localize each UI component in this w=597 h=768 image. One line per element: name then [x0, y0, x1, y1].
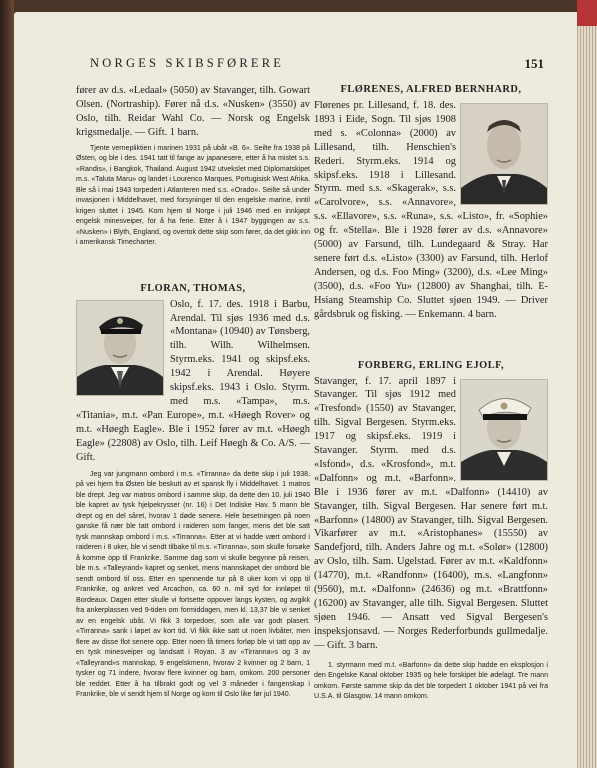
entry-text-floran: Oslo, f. 17. des. 1918 i Barbu, Arendal. Til sjøs 1936 med d.s. «Montana» (10940) av Tønsberg, tilh. Wilh. Wilhelmsen. Styrm.eks. 1941 og skipsf.eks. 1942 i Arendal. Høyere skipsf.eks. 1943 i Oslo. Styrm. med m.s. «Tampa», m.s. «Titania», m.t. «Pan Europe», m.t. «Høegh Rover» og m.t. «Høegh Eagle». Ble i 1952 fører av m.t. «Høegh Eagle» (22808) av Oslo, tilh. Leif Høegh & Co. A/S. — Gift. [76, 298, 310, 463]
left-column [76, 84, 310, 701]
entry-name-floran: FLORAN, THOMAS, [140, 282, 246, 294]
page-number: 151 [524, 56, 544, 71]
entry-text-florenes: Flørenes pr. Lillesand, f. 18. des. 1893 i Eide, Sogn. Til sjøs 1908 med s. «Colonna» (2000) av Lillesand, tilh. Henschien's Rederi. Styrm.eks. 1914 og skipsf.eks. 1918 i Lillesand. Styrm. med s.s. «Skagerak», s.s. «Carolvore», s.s. «Annavore», s.s. «Ellavore», s.s. «Runa», s.s. «Listo», fr. «Sophie» og fr. «Stella». Ble i 1928 fører av d.s. «Annavore» (5000) av Farsund, tilh. Lundegaard & Stray. Har senere ført d.s. «Listo» (3300) av Farsund, tilh. Herlof Andersen, og d.s. Foo Ming» (3200), d.s. «Lee Ming» (3500), d.s. «Foo Yu» (12800) av Shanghai, tilh. E-Hsiang Steamship Co. Sluttet sjøen 1949. — Driver gårdsbruk og fisking. — Enkemann. 4 barn. [314, 100, 548, 320]
header-title: NORGES SKIBSFØRERE [90, 56, 285, 70]
entry-text-forberg: Stavanger, f. 17. april 1897 i Stavanger. Til sjøs 1912 med «Tresfond» (1550) av Stavanger, tilh. Sigval Bergesen. Styrm.eks. 1917 og skipsf.eks. 1919 i Stavanger. Styrm. med d.s. «Isfond», d.s. «Krosfond», m.t. «Dalfonn» og m.t. «Barfonn». Ble i 1936 fører av m.t. «Dalfonn» (14410) av Stavanger, tilh. Sigval Bergesen. Har senere ført m.t. «Barfonn» (14800) av Stavanger, tilh. Sigval Bergesen. Vikarfører av m.t. «Aristophanes» (15550) av Sandefjord, tilh. Anders Jahre og m.t. «Solør» (12800) av Oslo, tilh. Sam. Ugelstad. Fører av m.t. «Kaldfonn» (14770), m.t. «Randfonn» (16400), m.s. «Langfonn» (9560), m.t. «Dalfonn» (24636) og m.t. «Brattfonn» (16200) av Stavanger, alle tilh. Sigval Bergesen. Sluttet sjøen 1946. — Ansatt ved Sigval Bergesen's inspeksjonsavd. — Norges Rederforbunds gullmedalje. — Gift. 3 barn. [314, 375, 548, 651]
continued-entry-note: Tjente vernepliktien i marinen 1931 på ubåt «B. 6». Seilte fra 1938 på Østen, og ble i des. 1941 tatt til fange av japanesere, etter å ha mistet s.s. «Randis», i Bangkok, Thailand. August 1942 utvekslet med Diplomatskipet m.s. «Taluta Maru» og landet i Lourenco Marques, Portugisisk West Afrika. Ble så i mai 1943 torpedert i Atlanteren med s.s. «Orado». Seilte så under invasjonen i Middelhavet, med forsyninger til den engelske marine, inntil krigen sluttet i 1945. Kom hjem til Norge i juli 1946 med en innkjøpt engelsk minesveiper, for å ha ferie. Etter å i 1947 byggingen av s.s. «Nusken» i Blyth, England, og overtok dette skip som fører, da det gikk inn i amerikansk Timecharter. [76, 144, 310, 247]
entry-note-forberg: 1. styrmann med m.t. «Barfonn» da dette skip hadde en eksplosjon i den Engelske Kanal oktober 1935 og hele forskipet ble ødelagt. Tre mann omkom. Første samme skip da det ble torpedert 1 oktober 1941 på vei fra U.S.A. til Glasgow. 14 mann omkom. [314, 661, 548, 701]
page-edges [577, 0, 597, 768]
right-column [314, 84, 548, 703]
entry-note-floran: Jeg var jungmann ombord i m.s. «Tirranna» da dette skip i juli 1938, på vei hjem fra Østen ble beskutt av et spansk fly i Middelhavet. 1 matros ble drept. Jeg var matros ombord i samme skip, da dette den 10. juli 1940 ble kapret av tysk hjelpekrysser (nr. 16) i Det Indiske Hav. 5 mann ble drept og en del såret, hvorav 1 døde senere. Hele besetningen på noen ganske få nær ble tatt ombord i raideren som fanger, mens det ble satt tysk mannskap ombord i m.s. «Tirranna». Etter at vi hadde vært ombord i raideren i 8 uker, ble vi sendt tilbake til m.s. «Tirranna», som skulle forsøke å komme opp til Frankrike. Samme dag som vi skulle begynne på reisen, ble m.s. «Talleyrand» kapret og senket, mens mannskapet der ombord ble sendt ombord til oss. Etter en spennende tur på 8 uker kom vi opp til Frankrike, og ankret ved Arcachon, ca. 60 n. mil syd for innløpet til Bordeaux. Dagen etter skulle vi fortsette oppover langs kysten, og avgikk fra ankerplassen ved 9-tiden om formiddagen, men kl. 13,37 ble vi senket av en engelsk ubåt. Vi fikk 3 torpedoer, som alle var godt plasert. «Tirranna» sank i løpet av kort tid. Vi fikk ikke satt ut noen livbåter, men flere av disse flot senere opp. Etter noen få timers forløp ble vi tatt opp av en tysk minesveiper og landsatt i Royan. 3 av «Tirranna»s og 3 av «Talleyrand»s mannskap, 9 engelskmenn, hvorav 2 kvinner og 2 barn, 1 tysker og 71 indere, hvorav flere kvinner og barn, omkom. 200 personer ble reddet. Etter å ha tilbrakt godt og vel 3 måneder i fangenskap i Frankrike, ble vi sendt hjem til Norge og kom til Oslo like før jul 1940. [76, 470, 310, 698]
book-spine [0, 0, 14, 768]
portrait-florenes [460, 103, 548, 205]
portrait-forberg [460, 379, 548, 481]
book-page [14, 12, 577, 768]
entry-name-florenes: FLØRENES, ALFRED BERNHARD, [340, 84, 522, 95]
entry-name-forberg: FORBERG, ERLING EJOLF, [357, 359, 505, 371]
continued-entry-text: fører av d.s. «Ledaal» (5050) av Stavanger, tilh. Gowart Olsen. (Nortraship). Fører nå d.s. «Nusken» (3550) av Oslo, tilh. Reidar Wahl Co. — Norsk og Engelsk krigsmedalje. — Gift. 1 barn. [76, 85, 310, 138]
bookmark-ribbon [577, 0, 597, 26]
portrait-floran [76, 300, 164, 396]
running-header [74, 56, 544, 74]
